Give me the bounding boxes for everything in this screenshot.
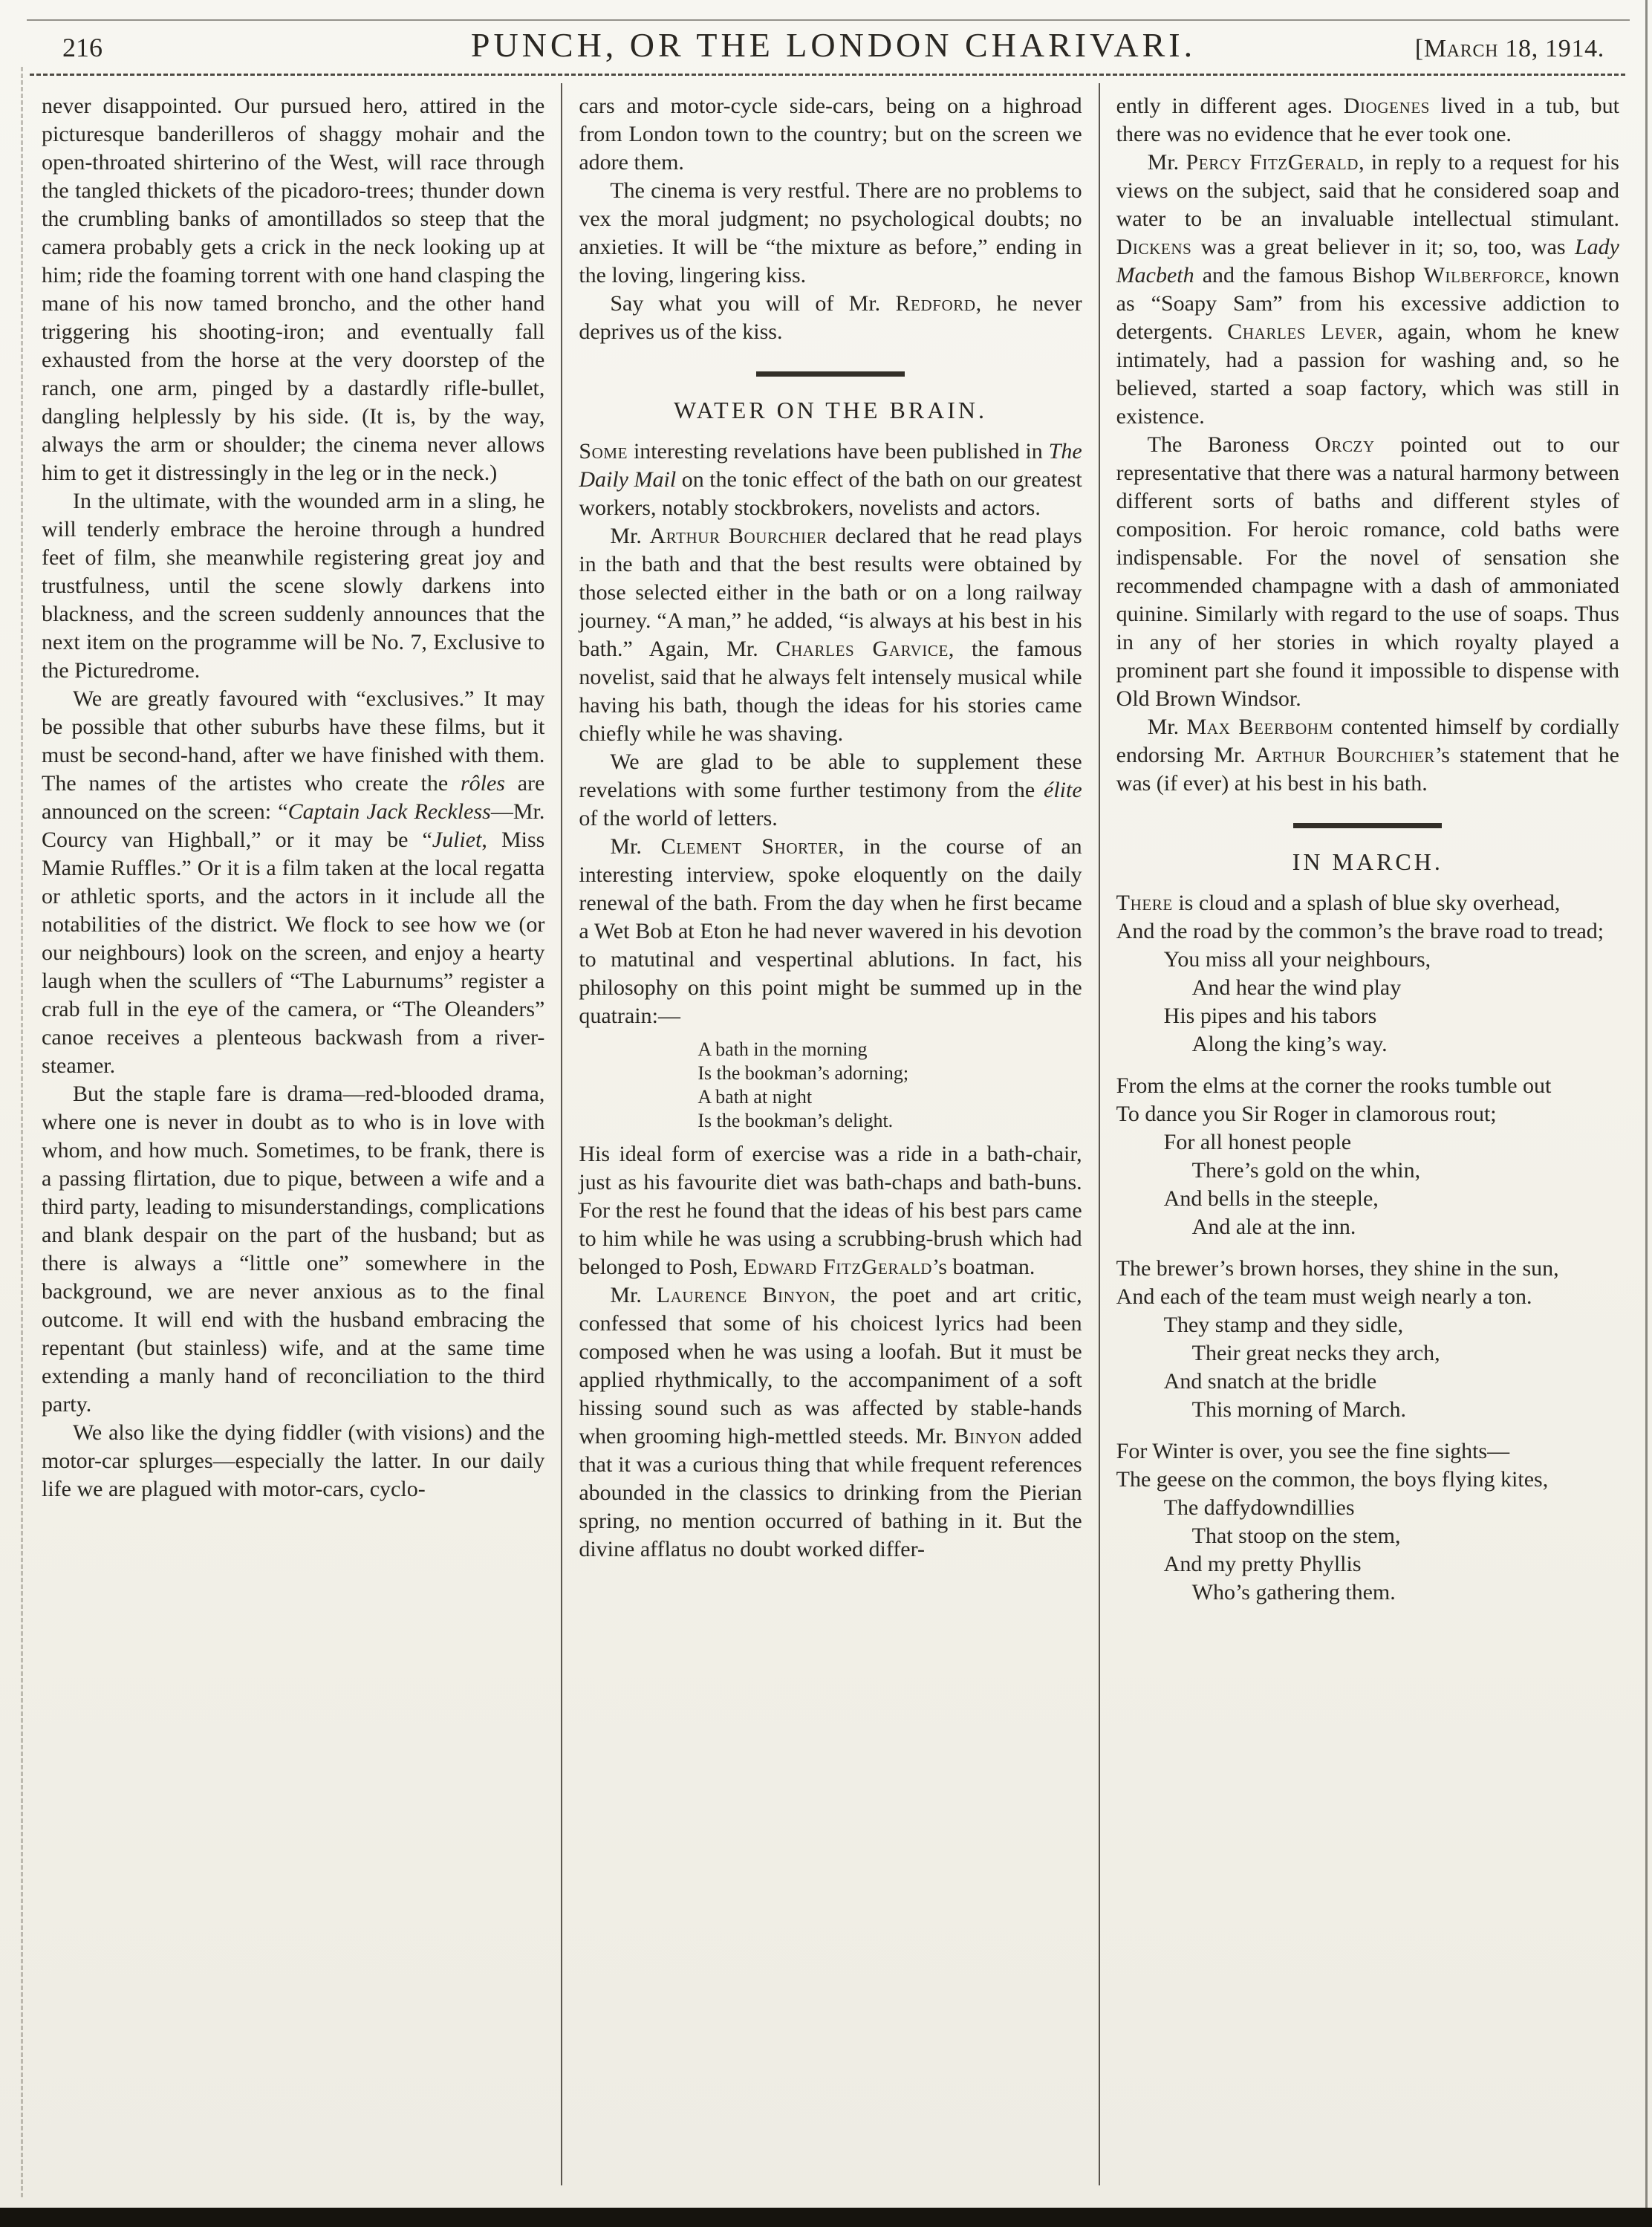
column-1 <box>33 83 561 2185</box>
verse-line <box>1116 1437 1619 1466</box>
column-3 <box>1099 83 1628 2185</box>
verse-line <box>1116 1283 1619 1311</box>
text-run: Say what you will of Mr. <box>610 291 896 316</box>
smallcaps-name: Diogenes <box>1343 94 1431 118</box>
text-run: From the elms at the corner the rooks tumble out <box>1116 1073 1552 1098</box>
verse-line <box>1164 1185 1619 1213</box>
smallcaps-name: Charles Lever <box>1227 319 1378 344</box>
text-run: We are greatly favoured with “exclusives.” It may be possible that other suburbs have these films, but it must be second-hand, after we have finished with them. The names of the artistes who create the <box>42 686 545 796</box>
text-run: Along the king’s way. <box>1191 1032 1388 1056</box>
paragraph <box>579 92 1082 177</box>
text-run: , again, whom he knew intimately, had a passion for washing and, so he believed, started a soap factory, which was still in existence. <box>1116 319 1619 429</box>
text-run: was a great believer in it; so, too, was <box>1191 235 1575 259</box>
smallcaps-name: Percy FitzGerald <box>1186 150 1359 175</box>
verse-line <box>1192 974 1619 1002</box>
smallcaps-name: There <box>1116 891 1173 915</box>
smallcaps-name: Arthur Bourchier <box>1255 743 1435 767</box>
text-run: The brewer’s brown horses, they shine in the sun, <box>1116 1256 1559 1281</box>
text-run: And each of the team must weigh nearly a ton. <box>1116 1284 1532 1309</box>
text-run: That stoop on the stem, <box>1191 1524 1401 1548</box>
verse-line <box>1164 1494 1619 1522</box>
text-run: on the tonic effect of the bath on our greatest workers, notably stockbrokers, novelists and actors. <box>579 467 1082 520</box>
masthead <box>0 0 1652 71</box>
verse-line <box>1164 946 1619 974</box>
verse-line <box>1192 1030 1619 1059</box>
text-run: And the road by the common’s the brave road to tread; <box>1116 919 1604 943</box>
text-run: interesting revelations have been published in <box>628 439 1049 464</box>
text-run: To dance you Sir Roger in clamorous rout; <box>1116 1102 1497 1126</box>
text-run: This morning of March. <box>1191 1397 1406 1422</box>
verse-line <box>1116 1072 1619 1100</box>
verse-line <box>1192 1339 1619 1368</box>
verse-line <box>1192 1157 1619 1185</box>
paragraph <box>42 1419 544 1503</box>
verse-line <box>697 1062 1082 1085</box>
verse-line <box>1164 1311 1619 1339</box>
text-run: Mr. <box>1147 715 1187 739</box>
poem-stanza <box>1116 1072 1619 1241</box>
text-run: The geese on the common, the boys flying kites, <box>1116 1467 1549 1492</box>
verse-line <box>1116 1255 1619 1283</box>
text-run: Mr. <box>610 524 650 548</box>
paragraph <box>1116 92 1619 149</box>
text-columns <box>33 83 1628 2185</box>
text-run: never disappointed. Our pursued hero, attired in the picturesque banderilleros of shaggy mohair and the open-throated shirterino of the West, will race through the tangled thickets of the picadoro-trees; thunder down the crumbling banks of amontillados so steep that the camera probably gets a crick in the neck looking up at him; ride the foaming torrent with one hand clasping the mane of his now tamed broncho, and the other hand triggering his shooting-iron; and eventually fall exhausted from the horse at the very doorstep of the ranch, one arm, pinged by a dastardly rifle-bullet, dangling helplessly by his side. (It is, by the way, always the arm or shoulder; the cinema never allows him to get it distressingly in the leg or in the neck.) <box>42 94 545 485</box>
top-edge-rule <box>27 19 1630 21</box>
text-run: Their great necks they arch, <box>1191 1341 1440 1365</box>
smallcaps-name: Dickens <box>1116 235 1192 259</box>
paragraph <box>579 833 1082 1030</box>
text-run: They stamp and they sidle, <box>1163 1313 1404 1337</box>
italic-text: The Daily Mail <box>579 439 1082 492</box>
text-run: of the world of letters. <box>579 806 778 830</box>
italic-text: rôles <box>460 771 505 796</box>
verse-line <box>1116 1466 1619 1494</box>
text-run: And ale at the inn. <box>1191 1215 1356 1239</box>
text-run: Mr. <box>1147 150 1186 175</box>
paragraph <box>579 438 1082 522</box>
poem-stanza <box>1116 1255 1619 1424</box>
text-run: is cloud and a splash of blue sky overhead, <box>1172 891 1561 915</box>
section-divider-rule <box>1293 823 1442 828</box>
publication-title: PUNCH, OR THE LONDON CHARIVARI. <box>470 26 1197 64</box>
paragraph <box>42 685 544 1080</box>
text-run: , known as “Soapy Sam” from his excessive addiction to detergents. <box>1116 263 1619 344</box>
section-title: IN MARCH. <box>1292 848 1443 875</box>
italic-text: Lady Macbeth <box>1116 235 1619 287</box>
text-run: For all honest people <box>1163 1130 1352 1154</box>
masthead-rule <box>30 74 1625 76</box>
poem-stanza <box>1116 889 1619 1059</box>
paragraph <box>1116 431 1619 713</box>
verse-line <box>1192 1396 1619 1424</box>
italic-text: Captain Jack Reckless <box>287 799 491 824</box>
text-run: and the famous Bishop <box>1194 263 1424 287</box>
text-run: ’s statement that he was (if ever) at his best in his bath. <box>1116 743 1619 796</box>
paragraph <box>42 1080 544 1419</box>
column-2 <box>561 83 1098 2185</box>
verse-line <box>1164 1368 1619 1396</box>
smallcaps-name: Wilberforce <box>1423 263 1545 287</box>
issue-date: [March 18, 1914. <box>1414 35 1604 62</box>
scan-edge-bottom <box>0 2208 1652 2227</box>
smallcaps-name: Redford <box>895 291 976 316</box>
text-run: For Winter is over, you see the fine sights— <box>1116 1439 1510 1463</box>
text-run: The Baroness <box>1147 432 1316 457</box>
text-run: lived in a tub, but there was no evidence that he ever took one. <box>1116 94 1619 146</box>
paragraph <box>579 522 1082 748</box>
paragraph <box>579 290 1082 346</box>
text-run: A bath at night <box>697 1086 813 1108</box>
text-run: —Mr. Courcy van Highball,” or it may be “ <box>42 799 545 852</box>
text-run: Mr. <box>610 1283 657 1307</box>
text-run: Is the bookman’s adorning; <box>697 1062 909 1084</box>
italic-text: élite <box>1044 778 1082 802</box>
italic-text: Juliet <box>432 828 482 852</box>
text-run: The cinema is very restful. There are no problems to vex the moral judgment; no psychological doubts; no anxieties. It will be “the mixture as before,” ending in the loving, lingering kiss. <box>579 178 1082 287</box>
smallcaps-name: Edward FitzGerald <box>744 1255 933 1279</box>
paragraph <box>1116 149 1619 431</box>
text-run: But the staple fare is drama—red-blooded drama, where one is never in doubt as to who is in love with whom, and how much. Sometimes, to be frank, there is a passing flirtation, due to pique, between a wife and a third party, leading to misunderstandings, complications and blank despair on the part of the husband; but as there is always a “little one” somewhere in the background, we are never anxious as to the final outcome. It will end with the husband embracing the repentant (but stainless) wife, and at the same time extending a manly hand of reconciliation to the third party. <box>42 1082 545 1417</box>
paragraph <box>579 748 1082 833</box>
scan-edge-left <box>21 67 23 2197</box>
text-run: And my pretty Phyllis <box>1163 1552 1362 1576</box>
smallcaps-name: Laurence Binyon <box>656 1283 830 1307</box>
text-run: Mr. <box>610 834 661 859</box>
paragraph <box>579 177 1082 290</box>
text-run: And bells in the steeple, <box>1163 1186 1379 1211</box>
verse-line <box>1116 889 1619 917</box>
smallcaps-name: Orczy <box>1315 432 1375 457</box>
section-divider-rule <box>756 371 905 377</box>
text-run: Who’s gathering them. <box>1191 1580 1396 1605</box>
text-run: You miss all your neighbours, <box>1163 947 1431 972</box>
verse-line <box>1164 1128 1619 1157</box>
text-run: are announced on the screen: “ <box>42 771 545 824</box>
verse-line <box>1164 1002 1619 1030</box>
scan-edge-right <box>1645 0 1648 2208</box>
text-run: The daffydowndillies <box>1163 1495 1355 1520</box>
text-run: , he never deprives us of the kiss. <box>579 291 1082 344</box>
text-run: There’s gold on the whin, <box>1191 1158 1421 1183</box>
text-run: , in the course of an interesting interview, spoke eloquently on the daily renewal of the bath. From the day when he first became a Wet Bob at Eton he had never wavered in his devotion to matutinal and vespertinal ablutions. In fact, his philosophy on this point might be summed up in the quatrain:— <box>579 834 1082 1028</box>
poem-stanza <box>1116 1437 1619 1607</box>
text-run: ’s boatman. <box>932 1255 1035 1279</box>
verse-line <box>1116 917 1619 946</box>
paragraph <box>42 92 544 487</box>
paragraph <box>1116 713 1619 798</box>
text-run: His ideal form of exercise was a ride in a bath-chair, just as his favourite diet was bath-chaps and bath-buns. For the rest he found that the ideas of his best pars came to him while he was using a scrubbing-brush which had belonged to Posh, <box>579 1142 1082 1279</box>
smallcaps-name: Max Beerbohm <box>1186 715 1333 739</box>
text-run: ently in different ages. <box>1116 94 1344 118</box>
section-heading <box>579 371 1082 424</box>
text-run: Is the bookman’s delight. <box>697 1110 894 1131</box>
verse-line <box>1192 1522 1619 1550</box>
smallcaps-name: Arthur Bourchier <box>649 524 827 548</box>
paragraph <box>42 487 544 685</box>
verse-line <box>1116 1100 1619 1128</box>
text-run: And hear the wind play <box>1191 975 1402 1000</box>
text-run: , the famous novelist, said that he always felt intensely musical while having his bath, though the ideas for his stories came chiefly while he was shaving. <box>579 637 1082 746</box>
verse-line <box>697 1109 1082 1133</box>
verse-line <box>697 1038 1082 1062</box>
paragraph <box>579 1140 1082 1281</box>
text-run: We also like the dying fiddler (with visions) and the motor-car splurges—especially the latter. In our daily life we are plagued with motor-cars, cyclo- <box>42 1420 545 1501</box>
verse-line <box>697 1085 1082 1109</box>
smallcaps-name: Clement Shorter <box>660 834 839 859</box>
text-run: contented himself by cordially endorsing Mr. <box>1116 715 1619 767</box>
text-run: , the poet and art critic, confessed that some of his choicest lyrics had been composed when he was using a loofah. But it must be applied rhythmically, to the accompaniment of a soft hissing sound such as was affected by stable-hands when grooming high-mettled steeds. Mr. <box>579 1283 1082 1449</box>
verse-line <box>1192 1213 1619 1241</box>
text-run: In the ultimate, with the wounded arm in a sling, he will tenderly embrace the heroine through a hundred feet of film, she meanwhile registering great joy and trustfulness, until the scene slowly darkens into blackness, and the screen suddenly announces that the next item on the programme will be No. 7, Exclusive to the Picturedrome. <box>42 489 545 683</box>
verse-line <box>1192 1579 1619 1607</box>
text-run: declared that he read plays in the bath and that the best results were obtained by those selected either in the bath or on a long railway journey. “A man,” he added, “is always at his best in his bath.” Again, Mr. <box>579 524 1082 661</box>
smallcaps-name: Charles Garvice <box>775 637 949 661</box>
text-run: cars and motor-cycle side-cars, being on a highroad from London town to the country; but on the screen we adore them. <box>579 94 1082 175</box>
text-run: , in reply to a request for his views on the subject, said that he considered soap and water to be an invaluable intellectual stimulant. <box>1116 150 1619 231</box>
quatrain <box>697 1038 1082 1133</box>
section-heading <box>1116 823 1619 876</box>
verse-line <box>1164 1550 1619 1579</box>
text-run: And snatch at the bridle <box>1163 1369 1377 1394</box>
text-run: added that it was a curious thing that while frequent references abounded in the classics to drinking from the Pierian spring, no mention occurred of bathing in it. But the divine afflatus no doubt worked differ- <box>579 1424 1082 1561</box>
text-run: We are glad to be able to supplement these revelations with some further testimony from the <box>579 750 1082 802</box>
paragraph <box>579 1281 1082 1564</box>
text-run: , Miss Mamie Ruffles.” Or it is a film taken at the local regatta or athletic sports, and the actors in it include all the notabilities of the district. We flock to see how we (or our neighbours) look on the screen, and enjoy a hearty laugh when the scullers of “The Laburnums” register a crab full in the eye of the camera, or “The Oleanders” canoe receives a plenteous backwash from a river-steamer. <box>42 828 545 1078</box>
text-run: His pipes and his tabors <box>1163 1004 1377 1028</box>
page-number: 216 <box>62 33 103 62</box>
section-title: WATER ON THE BRAIN. <box>673 397 988 423</box>
text-run: A bath in the morning <box>697 1038 868 1060</box>
text-run: pointed out to our representative that there was a natural harmony between different sorts of baths and different styles of composition. For heroic romance, cold baths were indispensable. For the novel of sensation she recommended champagne with a dash of ammoniated quinine. Similarly with regard to the use of soaps. Thus in any of her stories in which royalty played a prominent part she found it impossible to dispense with Old Brown Windsor. <box>1116 432 1619 711</box>
smallcaps-name: Binyon <box>954 1424 1022 1449</box>
smallcaps-name: Some <box>579 439 628 464</box>
